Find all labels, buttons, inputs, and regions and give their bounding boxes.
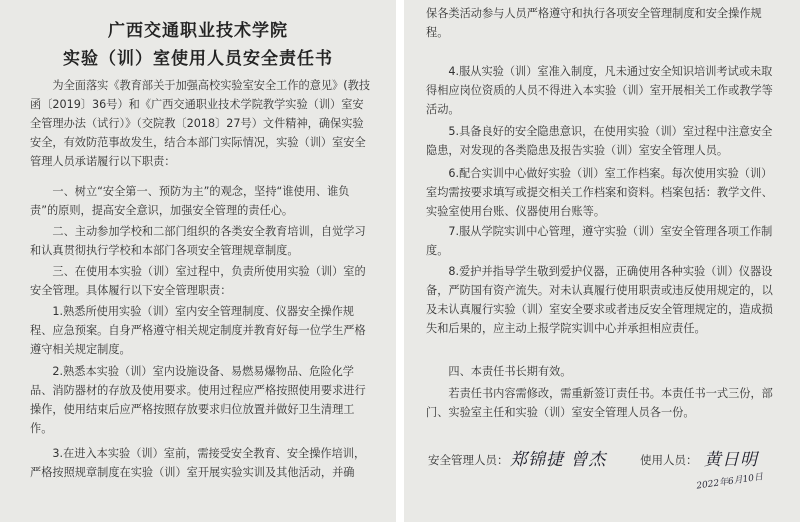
user-label: 使用人员： xyxy=(640,453,698,467)
item-1: 1.熟悉所使用实验（训）室内安全管理制度、仪器安全操作规程、应急预案。自身严格遵守相关规定制度并教育好每一位学生严格遵守相关规定制度。 xyxy=(30,305,366,356)
manager-signature: 郑锦捷 曾杰 xyxy=(510,450,607,470)
user-signature: 黄日明 xyxy=(704,450,758,470)
clause-2: 二、主动参加学校和二部门组织的各类安全教育培训，自觉学习和认真贯彻执行学校和本部门各项安全管理规章制度。 xyxy=(30,225,366,257)
intro-paragraph: 为全面落实《教育部关于加强高校实验室安全工作的意见》(教技函〔2019〕36号）和《广西交通职业技术学院教学实验（训）室安全管理办法（试行）》（交院教〔2018〕27号）文件精神，确保实验安全，有效防范事故发生，结合本部门实际情况，实验（训）室安全管理人员承诺履行以下职责： xyxy=(30,79,371,168)
manager-label: 安全管理人员： xyxy=(428,453,509,467)
right-page xyxy=(404,0,800,522)
item-5: 5.具备良好的安全隐患意识，在使用实验（训）室过程中注意安全隐患，对发现的各类隐患及报告实验（训）室安全管理人员。 xyxy=(426,125,773,157)
left-page xyxy=(0,0,396,522)
page-gap xyxy=(396,0,404,522)
school-name: 广西交通职业技术学院 xyxy=(108,21,288,41)
document-title: 实验（训）室使用人员安全责任书 xyxy=(63,49,333,69)
item-4: 4.服从实验（训）室准入制度，凡未通过安全知识培训考试或未取得相应岗位资质的人员不得进入本实验（训）室开展相关工作或教学等活动。 xyxy=(426,65,773,116)
item-8: 8.爱护并指导学生敬到爱护仪器，正确使用各种实验（训）仪器设备，严防国有资产流失。对未认真履行使用职责或违反使用规定的，以及未认真履行实验（训）室安全要求或者违反安全管理规定的，造成损失和后果的，应主动上报学院实训中心并承担相应责任。 xyxy=(426,265,773,335)
signature-date: 2022年6月10日 xyxy=(695,472,764,492)
closing-note: 若责任书内容需修改，需重新签订责任书。本责任书一式三份，部门、实验室主任和实验（训）室安全管理人员各一份。 xyxy=(426,387,773,419)
item-3: 3.在进入本实验（训）室前，需接受安全教育、安全操作培训，严格按照规章制度在实验（训）室开展实验实训及其他活动，并确 xyxy=(30,447,366,479)
item-2: 2.熟悉本实验（训）室内设施设备、易燃易爆物品、危险化学品、消防器材的存放及使用要求。使用过程应严格按照使用要求进行操作，使用结束后应严格按照存放要求归位放置并做好卫生清理工作。 xyxy=(30,365,366,435)
item-6: 6.配合实训中心做好实验（训）室工作档案。每次使用实验（训）室均需按要求填写或提交相关工作档案和资料。档案包括：教学文件、实验室使用台账、仪器使用台账等。 xyxy=(426,167,773,218)
clause-3: 三、在使用本实验（训）室过程中，负责所使用实验（训）室的安全管理。具体履行以下安全管理职责： xyxy=(30,265,366,297)
item-3-continued: 保各类活动参与人员严格遵守和执行各项安全管理制度和安全操作规程。 xyxy=(426,7,762,39)
clause-4: 四、本责任书长期有效。 xyxy=(448,365,572,378)
item-7: 7.服从学院实训中心管理，遵守实验（训）室安全管理各项工作制度。 xyxy=(426,225,773,257)
clause-1: 一、树立“安全第一、预防为主”的观念，坚持“谁使用、谁负责”的原则，提高安全意识，加强安全管理的责任心。 xyxy=(30,185,350,217)
